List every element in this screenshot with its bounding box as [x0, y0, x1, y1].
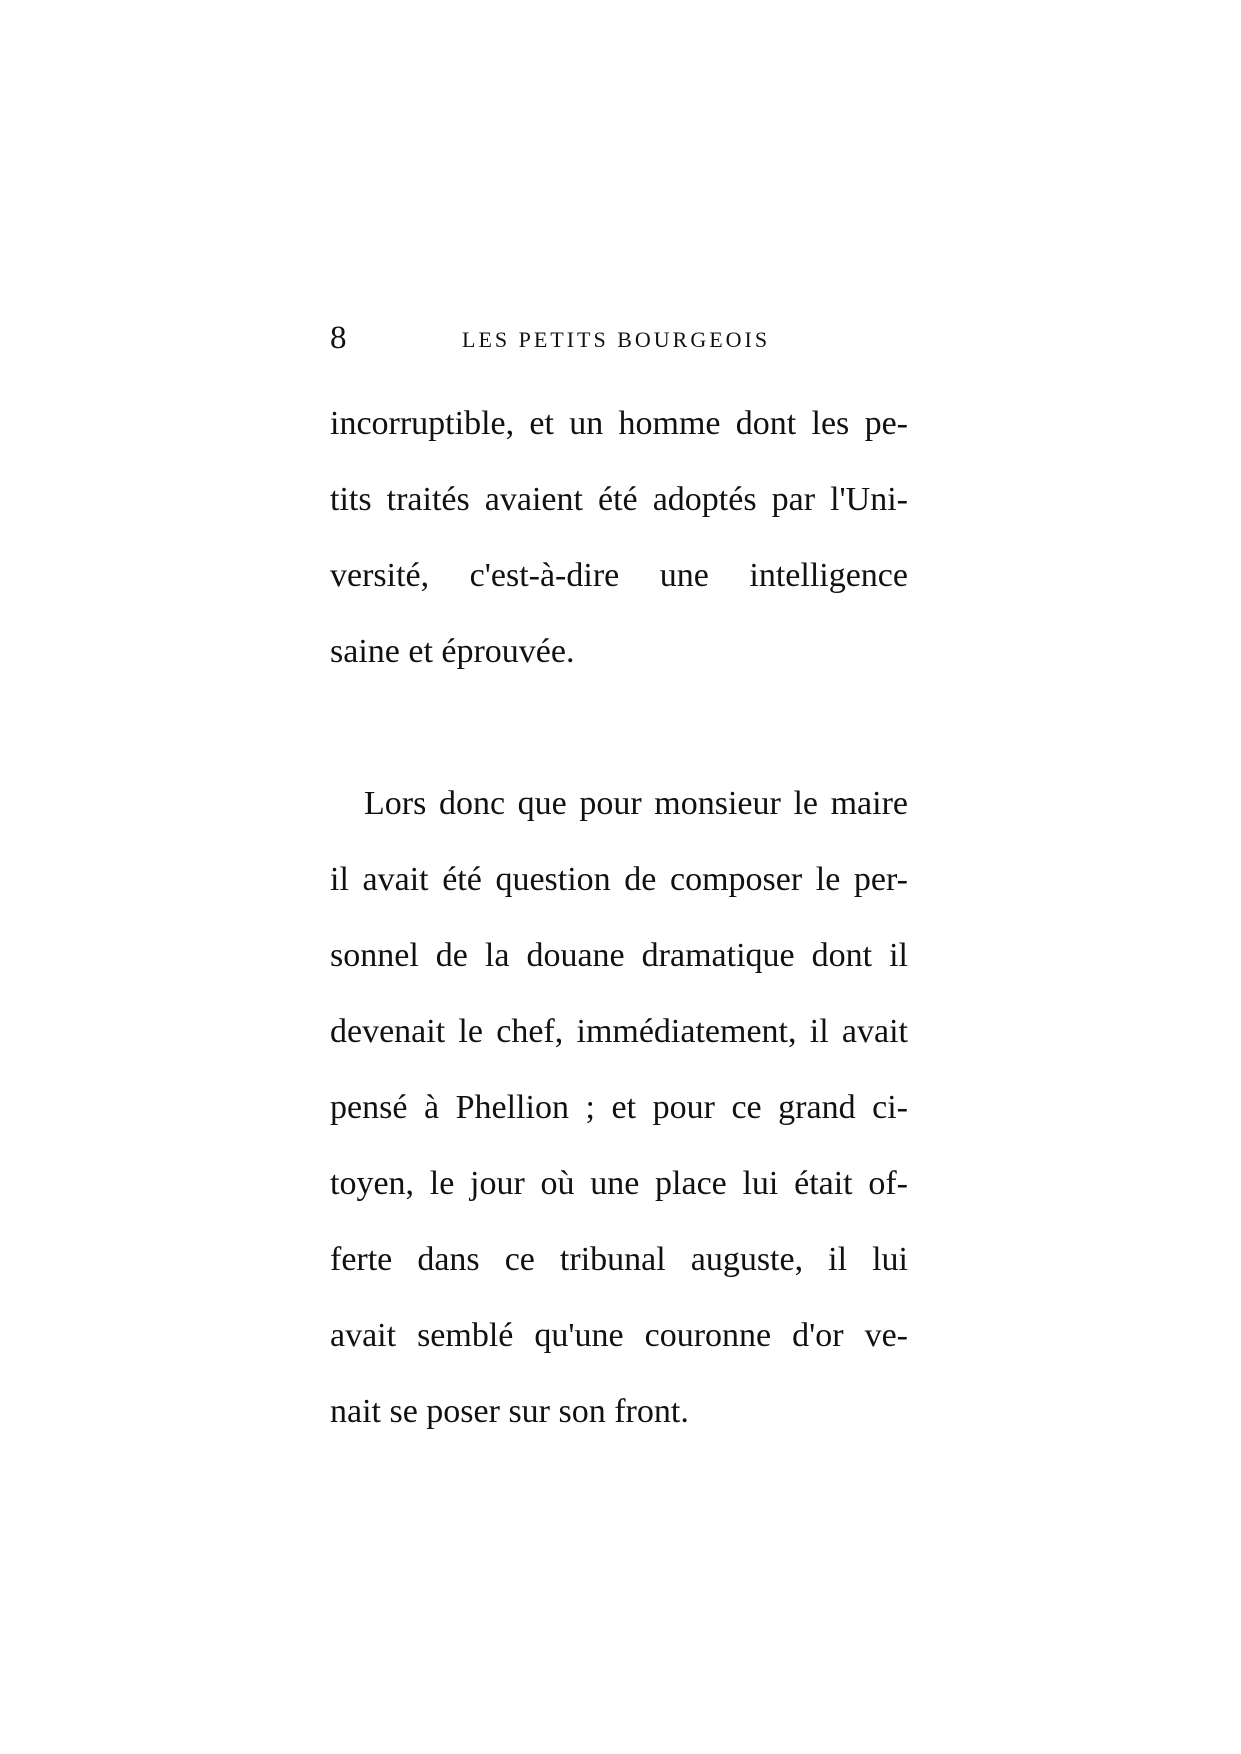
- text-line: Lors donc que pour monsieur le maire: [364, 785, 908, 822]
- text-line: incorruptible, et un homme dont les pe-: [330, 405, 908, 442]
- running-head: [330, 318, 910, 358]
- paragraph-1: [330, 386, 908, 690]
- running-title: LES PETITS BOURGEOIS: [462, 327, 771, 352]
- text-line: tits traités avaient été adoptés par l'Uni-: [330, 481, 908, 518]
- text-line: pensé à Phellion ; et pour ce grand ci-: [330, 1089, 908, 1126]
- text-line: toyen, le jour où une place lui était of-: [330, 1165, 908, 1202]
- text-line: sonnel de la douane dramatique dont il: [330, 937, 908, 974]
- text-line: avait semblé qu'une couronne d'or ve-: [330, 1317, 908, 1354]
- text-line: devenait le chef, immédiatement, il avait: [330, 1013, 908, 1050]
- page-number: 8: [330, 320, 347, 356]
- paragraph-2: [330, 766, 908, 1450]
- text-line: il avait été question de composer le per-: [330, 861, 908, 898]
- text-line: nait se poser sur son front.: [330, 1393, 689, 1430]
- text-line: ferte dans ce tribunal auguste, il lui: [330, 1241, 908, 1278]
- text-line: versité, c'est-à-dire une intelligence: [330, 557, 908, 594]
- text-line: saine et éprouvée.: [330, 633, 575, 670]
